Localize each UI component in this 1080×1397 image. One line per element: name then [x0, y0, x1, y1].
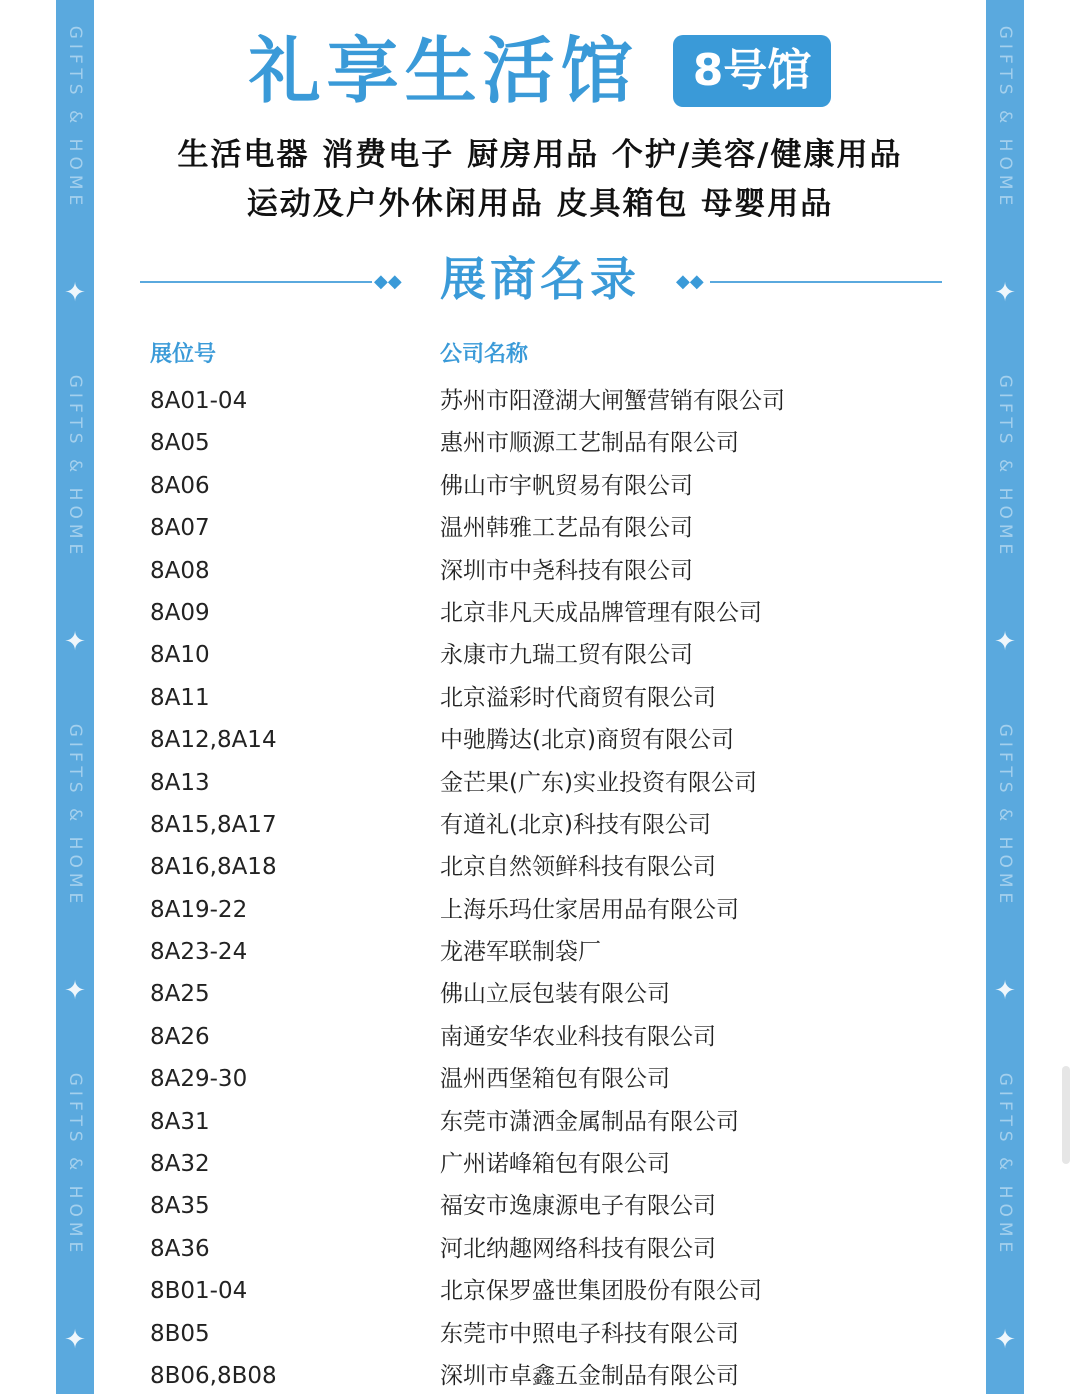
hall-badge: 8号馆: [673, 35, 832, 107]
table-row: [150, 465, 950, 507]
company-name: 温州韩雅工艺品有限公司: [440, 515, 693, 542]
table-body: [150, 380, 950, 1397]
table-header: [150, 340, 950, 370]
table-row: [150, 592, 950, 634]
category-line-1: 生活电器 消费电子 厨房用品 个护/美容/健康用品: [177, 137, 903, 173]
company-name: 北京自然领鲜科技有限公司: [440, 854, 716, 881]
diamond-ornament-icon: ◆◆: [374, 271, 402, 292]
booth-number: 8A09: [150, 599, 210, 626]
table-row: [150, 889, 950, 931]
company-name: 深圳市中尧科技有限公司: [440, 557, 693, 584]
company-name: 河北纳趣网络科技有限公司: [440, 1235, 716, 1262]
table-row: [150, 1313, 950, 1355]
table-row: [150, 1355, 950, 1397]
column-header-booth: 展位号: [150, 342, 217, 367]
table-row: [150, 550, 950, 592]
company-name: 惠州市顺源工艺制品有限公司: [440, 430, 739, 457]
table-row: [150, 931, 950, 973]
table-row: [150, 1058, 950, 1100]
company-name: 中驰腾达(北京)商贸有限公司: [440, 727, 734, 754]
booth-number: 8A29-30: [150, 1066, 248, 1093]
company-name: 广州诺峰箱包有限公司: [440, 1151, 670, 1178]
table-row: [150, 1101, 950, 1143]
booth-number: 8A31: [150, 1108, 210, 1135]
company-name: 深圳市卓鑫五金制品有限公司: [440, 1362, 739, 1389]
page-title: 礼享生活馆: [248, 29, 639, 113]
title-row: [0, 26, 1080, 116]
company-name: 福安市逸康源电子有限公司: [440, 1193, 716, 1220]
company-name: 永康市九瑞工贸有限公司: [440, 642, 693, 669]
table-row: [150, 1143, 950, 1185]
table-row: [150, 762, 950, 804]
table-row: [150, 1228, 950, 1270]
table-row: [150, 1016, 950, 1058]
table-row: [150, 634, 950, 676]
table-row: [150, 719, 950, 761]
table-row: [150, 973, 950, 1015]
divider-line-right: [710, 281, 942, 283]
booth-number: 8B01-04: [150, 1278, 248, 1305]
company-name: 苏州市阳澄湖大闸蟹营销有限公司: [440, 388, 785, 414]
company-name: 北京保罗盛世集团股份有限公司: [440, 1278, 762, 1305]
booth-number: 8A01-04: [150, 388, 248, 414]
company-name: 龙港军联制袋厂: [440, 939, 601, 966]
scrollbar-thumb[interactable]: [1062, 1066, 1070, 1164]
table-row: [150, 804, 950, 846]
booth-number: 8A23-24: [150, 939, 248, 966]
category-line-2: 运动及户外休闲用品 皮具箱包 母婴用品: [246, 186, 834, 222]
company-name: 上海乐玛仕家居用品有限公司: [440, 896, 739, 923]
booth-number: 8A13: [150, 769, 210, 796]
booth-number: 8A35: [150, 1193, 210, 1220]
table-row: [150, 422, 950, 464]
booth-number: 8A11: [150, 684, 210, 711]
exhibitor-table: [150, 340, 950, 1389]
table-row: [150, 1270, 950, 1312]
booth-number: 8A12,8A14: [150, 727, 277, 754]
booth-number: 8A07: [150, 515, 210, 542]
company-name: 南通安华农业科技有限公司: [440, 1023, 716, 1050]
company-name: 东莞市中照电子科技有限公司: [440, 1320, 739, 1347]
section-title: 展商名录: [440, 252, 640, 306]
company-name: 佛山立辰包装有限公司: [440, 981, 670, 1008]
company-name: 佛山市宇帆贸易有限公司: [440, 472, 693, 499]
company-name: 东莞市潇洒金属制品有限公司: [440, 1108, 739, 1135]
company-name: 金芒果(广东)实业投资有限公司: [440, 769, 757, 796]
company-name: 温州西堡箱包有限公司: [440, 1066, 670, 1093]
booth-number: 8A26: [150, 1023, 210, 1050]
booth-number: 8A06: [150, 472, 210, 499]
company-name: 北京溢彩时代商贸有限公司: [440, 684, 716, 711]
table-row: [150, 380, 950, 422]
right-side-band: GIFTS & HOME ✦ GIFTS & HOME ✦ GIFTS & HOME ✦ GIFTS & HOME ✦: [986, 0, 1024, 1394]
table-row: [150, 1185, 950, 1227]
booth-number: 8A25: [150, 981, 210, 1008]
left-side-band: GIFTS & HOME ✦ GIFTS & HOME ✦ GIFTS & HOME ✦ GIFTS & HOME ✦: [56, 0, 94, 1394]
booth-number: 8A08: [150, 557, 210, 584]
table-row: [150, 507, 950, 549]
booth-number: 8A10: [150, 642, 210, 669]
diamond-ornament-icon: ◆◆: [676, 271, 704, 292]
booth-number: 8A16,8A18: [150, 854, 277, 881]
booth-number: 8A15,8A17: [150, 811, 277, 838]
booth-number: 8A32: [150, 1151, 210, 1178]
booth-number: 8B05: [150, 1320, 210, 1347]
booth-number: 8A36: [150, 1235, 210, 1262]
company-name: 北京非凡天成品牌管理有限公司: [440, 599, 762, 626]
booth-number: 8A05: [150, 430, 210, 457]
table-row: [150, 846, 950, 888]
table-row: [150, 677, 950, 719]
section-heading: [0, 252, 1080, 312]
booth-number: 8B06,8B08: [150, 1362, 277, 1389]
column-header-company: 公司名称: [440, 342, 529, 367]
booth-number: 8A19-22: [150, 896, 248, 923]
company-name: 有道礼(北京)科技有限公司: [440, 811, 711, 838]
